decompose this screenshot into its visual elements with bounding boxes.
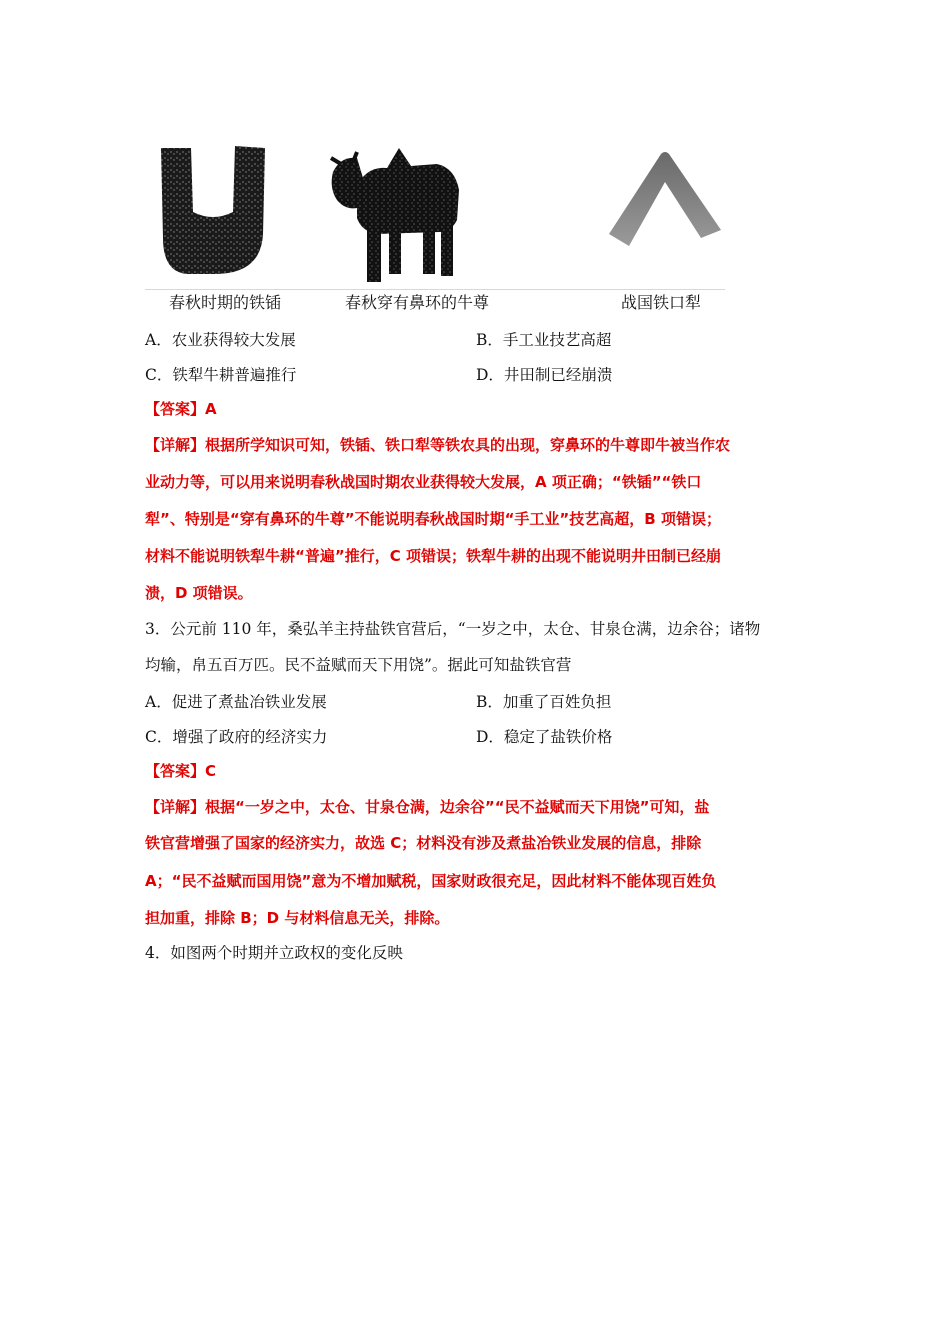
iron-spade-icon [157, 138, 269, 276]
q3-option-a: A．促进了煮盐冶铁业发展 [145, 693, 327, 711]
q3-option-c: C．增强了政府的经济实力 [145, 728, 328, 746]
figure-row [145, 138, 725, 316]
q2-explanation-line-3: 犁”、特别是“穿有鼻环的牛尊”不能说明春秋战国时期“手工业”技艺高超，B 项错误； [145, 510, 721, 528]
q2-option-b: B．手工业技艺高超 [476, 331, 612, 349]
q3-option-d: D．稳定了盐铁价格 [476, 728, 613, 746]
q2-answer: 【答案】A [145, 400, 217, 418]
q2-option-c: C．铁犁牛耕普遍推行 [145, 366, 297, 384]
caption-iron-spade: 春秋时期的铁锸 [169, 293, 282, 312]
q2-option-d: D．井田制已经崩溃 [476, 366, 613, 384]
q3-stem-line-2: 均输，帛五百万匹。民不益赋而天下用饶”。据此可知盐铁官营 [145, 656, 572, 674]
q2-explanation-line-1: 【详解】根据所学知识可知，铁锸、铁口犁等铁农具的出现，穿鼻环的牛尊即牛被当作农 [145, 436, 731, 454]
q3-answer: 【答案】C [145, 762, 217, 780]
figure-iron-spade [157, 138, 269, 276]
q3-stem-line-1: 3．公元前 110 年，桑弘羊主持盐铁官营后，“一岁之中，太仓、甘泉仓满，边余谷；诸物 [145, 620, 761, 638]
q4-stem: 4．如图两个时期并立政权的变化反映 [145, 944, 403, 962]
ox-zun-vessel-icon [327, 138, 467, 286]
q3-explanation-line-1: 【详解】根据“一岁之中，太仓、甘泉仓满，边余谷”“民不益赋而天下用饶”可知，盐 [145, 798, 710, 816]
q2-explanation-line-5: 溃，D 项错误。 [145, 584, 253, 602]
caption-ox-zun: 春秋穿有鼻环的牛尊 [345, 293, 490, 312]
figure-iron-plough [605, 138, 725, 248]
iron-plough-icon [605, 138, 725, 248]
q3-explanation-line-4: 担加重，排除 B；D 与材料信息无关，排除。 [145, 909, 450, 927]
q2-option-a: A．农业获得较大发展 [145, 331, 296, 349]
caption-iron-plough: 战国铁口犁 [621, 293, 702, 312]
figure-ox-zun [327, 138, 467, 286]
q3-option-b: B．加重了百姓负担 [476, 693, 612, 711]
q2-explanation-line-2: 业动力等，可以用来说明春秋战国时期农业获得较大发展，A 项正确；“铁锸”“铁口 [145, 473, 702, 491]
q3-explanation-line-2: 铁官营增强了国家的经济实力，故选 C；材料没有涉及煮盐冶铁业发展的信息，排除 [145, 834, 702, 852]
q3-explanation-line-3: A；“民不益赋而国用饶”意为不增加赋税，国家财政很充足，因此材料不能体现百姓负 [145, 872, 717, 890]
q2-explanation-line-4: 材料不能说明铁犁牛耕“普遍”推行，C 项错误；铁犁牛耕的出现不能说明井田制已经崩 [145, 547, 721, 565]
